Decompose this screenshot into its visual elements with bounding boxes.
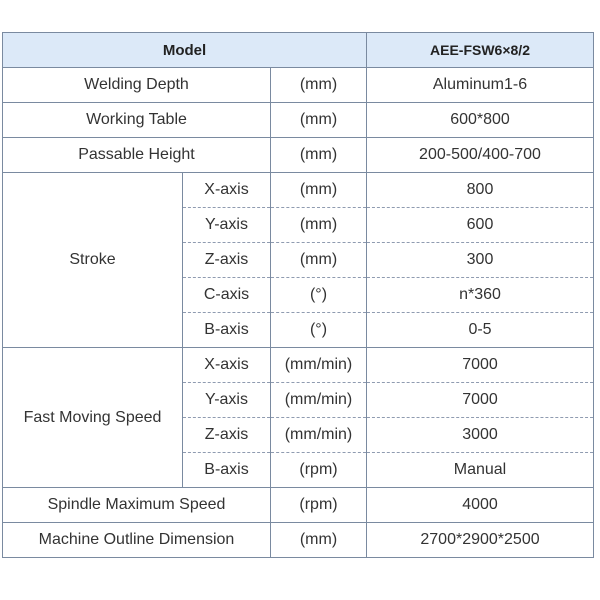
spindle-label: Spindle Maximum Speed bbox=[3, 488, 271, 523]
outline-label: Machine Outline Dimension bbox=[3, 523, 271, 558]
model-value: AEE-FSW6×8/2 bbox=[367, 33, 594, 68]
speed-value: 3000 bbox=[367, 418, 594, 453]
spindle-value: 4000 bbox=[367, 488, 594, 523]
stroke-axis: Y-axis bbox=[183, 208, 271, 243]
stroke-unit: (°) bbox=[271, 278, 367, 313]
stroke-unit: (mm) bbox=[271, 208, 367, 243]
stroke-value: 0-5 bbox=[367, 313, 594, 348]
stroke-unit: (mm) bbox=[271, 243, 367, 278]
working-table-unit: (mm) bbox=[271, 103, 367, 138]
table-row bbox=[3, 523, 594, 558]
stroke-axis: Z-axis bbox=[183, 243, 271, 278]
welding-depth-label: Welding Depth bbox=[3, 68, 271, 103]
fast-speed-label: Fast Moving Speed bbox=[3, 348, 183, 488]
stroke-value: n*360 bbox=[367, 278, 594, 313]
table-row bbox=[3, 103, 594, 138]
working-table-value: 600*800 bbox=[367, 103, 594, 138]
outline-value: 2700*2900*2500 bbox=[367, 523, 594, 558]
stroke-label: Stroke bbox=[3, 173, 183, 348]
stroke-axis: B-axis bbox=[183, 313, 271, 348]
speed-axis: X-axis bbox=[183, 348, 271, 383]
spec-table bbox=[2, 32, 594, 558]
table-row bbox=[3, 488, 594, 523]
table-row bbox=[3, 68, 594, 103]
outline-unit: (mm) bbox=[271, 523, 367, 558]
speed-unit: (mm/min) bbox=[271, 348, 367, 383]
stroke-unit: (°) bbox=[271, 313, 367, 348]
speed-axis: Z-axis bbox=[183, 418, 271, 453]
stroke-axis: X-axis bbox=[183, 173, 271, 208]
speed-value: 7000 bbox=[367, 348, 594, 383]
working-table-label: Working Table bbox=[3, 103, 271, 138]
speed-unit: (rpm) bbox=[271, 453, 367, 488]
table-row bbox=[3, 348, 594, 383]
speed-value: 7000 bbox=[367, 383, 594, 418]
model-label: Model bbox=[3, 33, 367, 68]
welding-depth-unit: (mm) bbox=[271, 68, 367, 103]
passable-height-unit: (mm) bbox=[271, 138, 367, 173]
speed-unit: (mm/min) bbox=[271, 383, 367, 418]
speed-unit: (mm/min) bbox=[271, 418, 367, 453]
spindle-unit: (rpm) bbox=[271, 488, 367, 523]
stroke-axis: C-axis bbox=[183, 278, 271, 313]
table-row bbox=[3, 138, 594, 173]
welding-depth-value: Aluminum1-6 bbox=[367, 68, 594, 103]
speed-axis: Y-axis bbox=[183, 383, 271, 418]
speed-axis: B-axis bbox=[183, 453, 271, 488]
stroke-value: 800 bbox=[367, 173, 594, 208]
stroke-value: 300 bbox=[367, 243, 594, 278]
header-row bbox=[3, 33, 594, 68]
stroke-value: 600 bbox=[367, 208, 594, 243]
passable-height-label: Passable Height bbox=[3, 138, 271, 173]
speed-value: Manual bbox=[367, 453, 594, 488]
table-row bbox=[3, 173, 594, 208]
passable-height-value: 200-500/400-700 bbox=[367, 138, 594, 173]
stroke-unit: (mm) bbox=[271, 173, 367, 208]
